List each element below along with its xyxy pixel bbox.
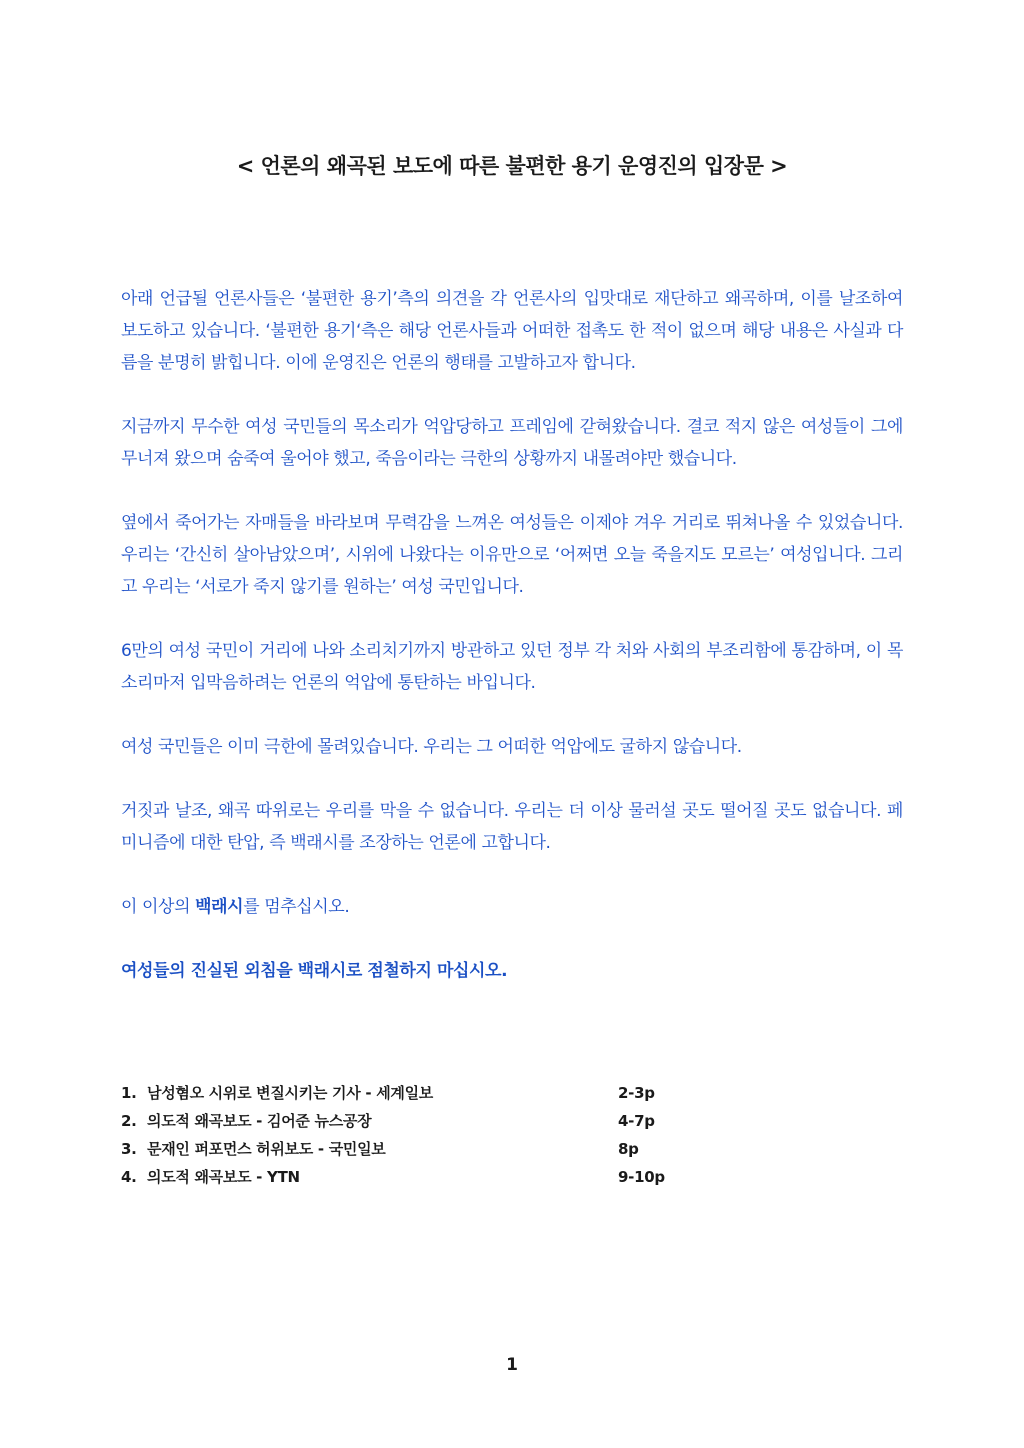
list-item <box>121 1079 721 1107</box>
list-item-pages: 2-3p <box>618 1084 655 1102</box>
paragraph-1: 아래 언급될 언론사들은 ‘불편한 용기’측의 의견을 각 언론사의 입맛대로 재단하고 왜곡하며, 이를 날조하여 보도하고 있습니다. ‘불편한 용기‘측은 해당 언론사들과 어떠한 접촉도 한 적이 없으며 해당 내용은 사실과 다름을 분명히 밝힙니다. 이에 운영진은 언론의 행태를 고발하고자 합니다. <box>121 289 903 373</box>
appeal-paragraph <box>121 891 903 923</box>
appeal-suffix: 를 멈추십시오. <box>243 897 350 917</box>
list-item <box>121 1163 721 1191</box>
page-number: 1 <box>506 1355 518 1375</box>
list-item-pages: 9-10p <box>618 1168 665 1186</box>
list-item-text: 의도적 왜곡보도 - 김어준 뉴스공장 <box>147 1112 372 1130</box>
list-item-text: 의도적 왜곡보도 - YTN <box>147 1168 300 1186</box>
list-item-text: 남성혐오 시위로 변질시키는 기사 - 세계일보 <box>147 1084 433 1102</box>
list-item-pages: 8p <box>618 1140 639 1158</box>
statement-body <box>121 283 903 1019</box>
appeal-prefix: 이 이상의 <box>121 897 196 917</box>
list-item-number: 2. <box>121 1112 137 1130</box>
paragraph-5: 여성 국민들은 이미 극한에 몰려있습니다. 우리는 그 어떠한 억압에도 굴하지 않습니다. <box>121 737 742 757</box>
list-item-number: 1. <box>121 1084 137 1102</box>
document-title: < 언론의 왜곡된 보도에 따른 불편한 용기 운영진의 입장문 > <box>236 154 788 178</box>
paragraph-6: 거짓과 날조, 왜곡 따위로는 우리를 막을 수 없습니다. 우리는 더 이상 물러설 곳도 떨어질 곳도 없습니다. 페미니즘에 대한 탄압, 즉 백래시를 조장하는 언론에 고합니다. <box>121 801 903 853</box>
appeal-emphasis: 백래시 <box>195 897 244 917</box>
list-item <box>121 1107 721 1135</box>
paragraph-2: 지금까지 무수한 여성 국민들의 목소리가 억압당하고 프레임에 갇혀왔습니다. 결코 적지 않은 여성들이 그에 무너져 왔으며 숨죽여 울어야 했고, 죽음이라는 극한의 상황까지 내몰려야만 했습니다. <box>121 417 903 469</box>
article-list <box>121 1079 721 1191</box>
list-item <box>121 1135 721 1163</box>
list-item-text: 문재인 퍼포먼스 허위보도 - 국민일보 <box>147 1140 386 1158</box>
list-item-pages: 4-7p <box>618 1112 655 1130</box>
paragraph-3: 옆에서 죽어가는 자매들을 바라보며 무력감을 느껴온 여성들은 이제야 겨우 거리로 뛰쳐나올 수 있었습니다. 우리는 ‘간신히 살아남았으며’, 시위에 나왔다는 이유만으로 ‘어쩌면 오늘 죽을지도 모르는’ 여성입니다. 그리고 우리는 ‘서로가 죽지 않기를 원하는’ 여성 국민입니다. <box>121 513 903 597</box>
list-item-number: 4. <box>121 1168 137 1186</box>
paragraph-4: 6만의 여성 국민이 거리에 나와 소리치기까지 방관하고 있던 정부 각 처와 사회의 부조리함에 통감하며, 이 목소리마저 입막음하려는 언론의 억압에 통탄하는 바입니다. <box>121 641 903 693</box>
list-item-number: 3. <box>121 1140 137 1158</box>
closing-statement: 여성들의 진실된 외침을 백래시로 점철하지 마십시오. <box>121 961 508 981</box>
